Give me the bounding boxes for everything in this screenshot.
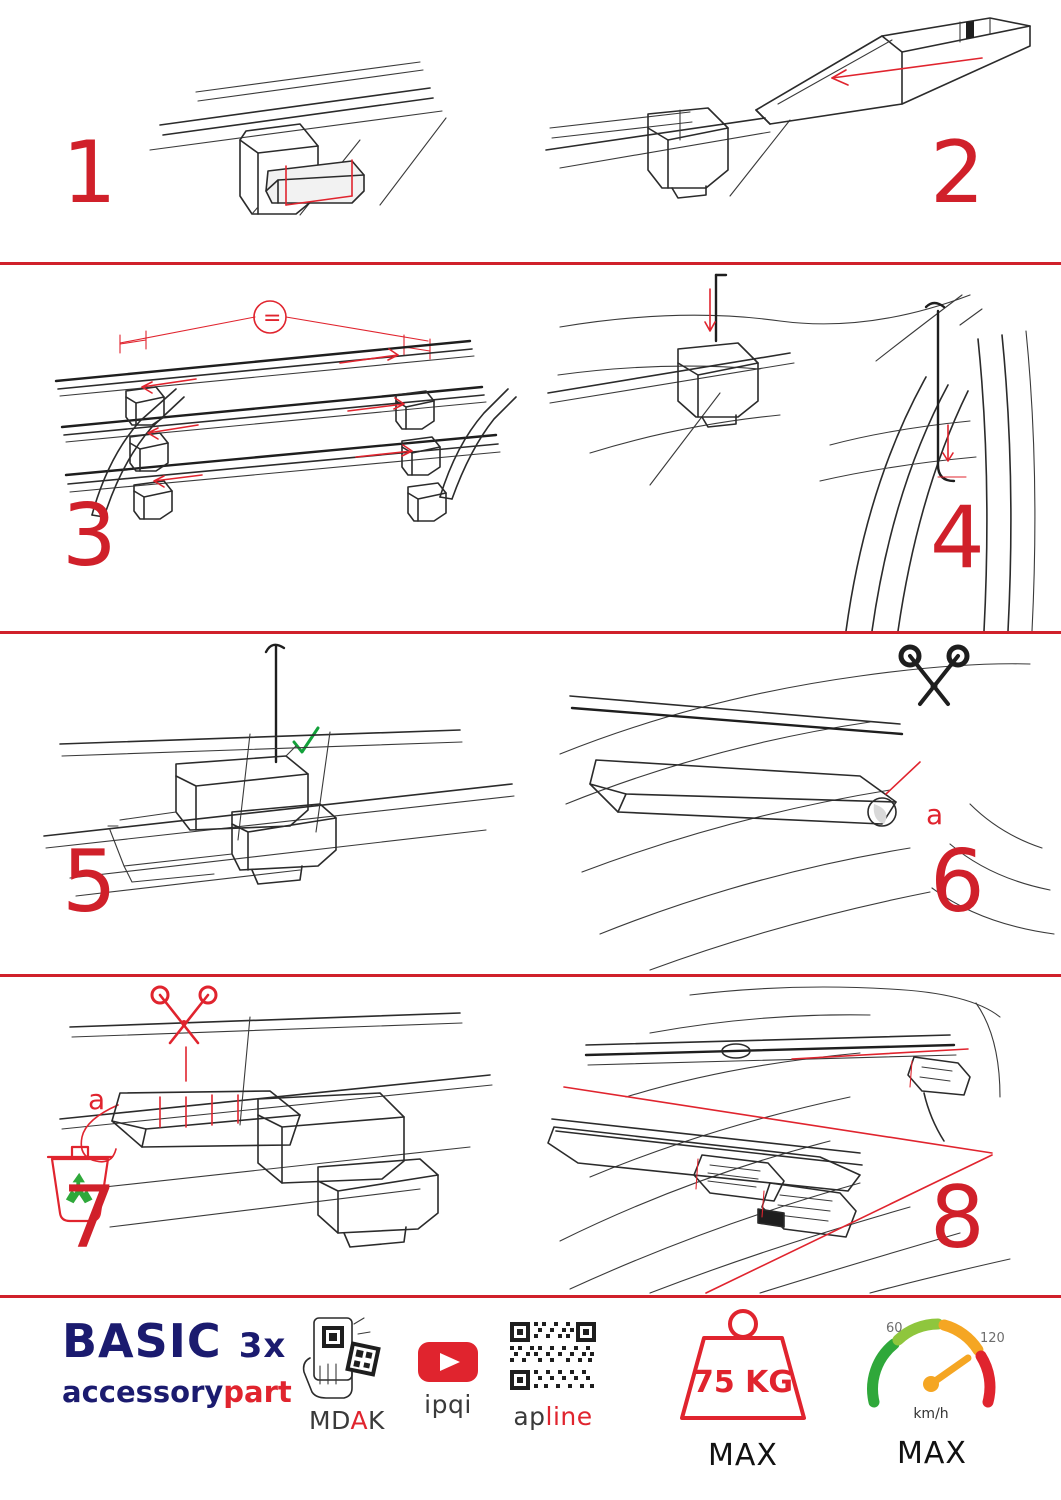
scissors-icon-red (152, 987, 216, 1043)
max-speed-block (852, 1302, 1012, 1471)
logo-apline[interactable] (478, 1316, 628, 1431)
company-prefix: accessory (62, 1375, 224, 1409)
callout-label-a-step6: a (926, 798, 944, 831)
max-load-caption: MAX (708, 1438, 778, 1473)
step-panel-1 (0, 0, 530, 262)
company-suffix: part (223, 1375, 292, 1409)
step-panel-4 (530, 265, 1061, 631)
mdak-suffix: K (368, 1406, 385, 1435)
gauge-max-tick: 120 (980, 1331, 1005, 1346)
max-load-block (648, 1304, 838, 1473)
hand-scanning-qr-icon (292, 1314, 402, 1400)
logo-ipqi-label: ipqi (424, 1390, 472, 1419)
qr-code-icon[interactable] (478, 1316, 628, 1396)
step-panel-7 (0, 977, 530, 1295)
step-panel-8 (530, 977, 1061, 1295)
step-panel-5 (0, 634, 530, 974)
max-load-value: 75 KG (692, 1365, 794, 1400)
step-panel-2 (530, 0, 1061, 262)
step-number-6: 6 (930, 832, 983, 932)
step-number-5: 5 (62, 832, 115, 932)
step-row-4 (0, 977, 1061, 1295)
callout-label-a-step7: a (88, 1083, 106, 1116)
step-row-2 (0, 265, 1061, 631)
company-name (62, 1375, 292, 1409)
step-number-1: 1 (62, 123, 115, 223)
gauge-unit: km/h (913, 1406, 949, 1422)
step-row-1 (0, 0, 1061, 262)
brand-name (62, 1314, 292, 1368)
logo-apline-label (478, 1402, 628, 1431)
speedometer-icon (852, 1302, 1012, 1432)
apline-prefix: ap (513, 1402, 546, 1431)
step-row-3 (0, 634, 1061, 974)
brand-variant: 3x (238, 1326, 287, 1366)
step-number-3: 3 (62, 486, 115, 586)
mdak-prefix: MD (309, 1406, 351, 1435)
logo-mdak (292, 1314, 402, 1435)
brand-block (62, 1314, 292, 1409)
logo-mdak-label (292, 1406, 402, 1435)
step-number-7: 7 (62, 1168, 115, 1268)
step-number-8: 8 (930, 1168, 983, 1268)
check-icon (294, 728, 318, 752)
equal-symbol: = (263, 306, 282, 331)
brand-name-text: BASIC (62, 1314, 222, 1368)
step-number-2: 2 (930, 123, 983, 223)
gauge-min-tick: 60 (886, 1321, 903, 1336)
max-speed-caption: MAX (897, 1436, 967, 1471)
step-panel-3 (0, 265, 530, 631)
footer (0, 1298, 1061, 1500)
step-number-4: 4 (930, 488, 983, 588)
apline-suffix: line (545, 1402, 593, 1431)
scissors-icon (901, 647, 967, 704)
mdak-accent: A (350, 1406, 369, 1435)
weight-icon (648, 1304, 838, 1434)
step-panel-6 (530, 634, 1061, 974)
